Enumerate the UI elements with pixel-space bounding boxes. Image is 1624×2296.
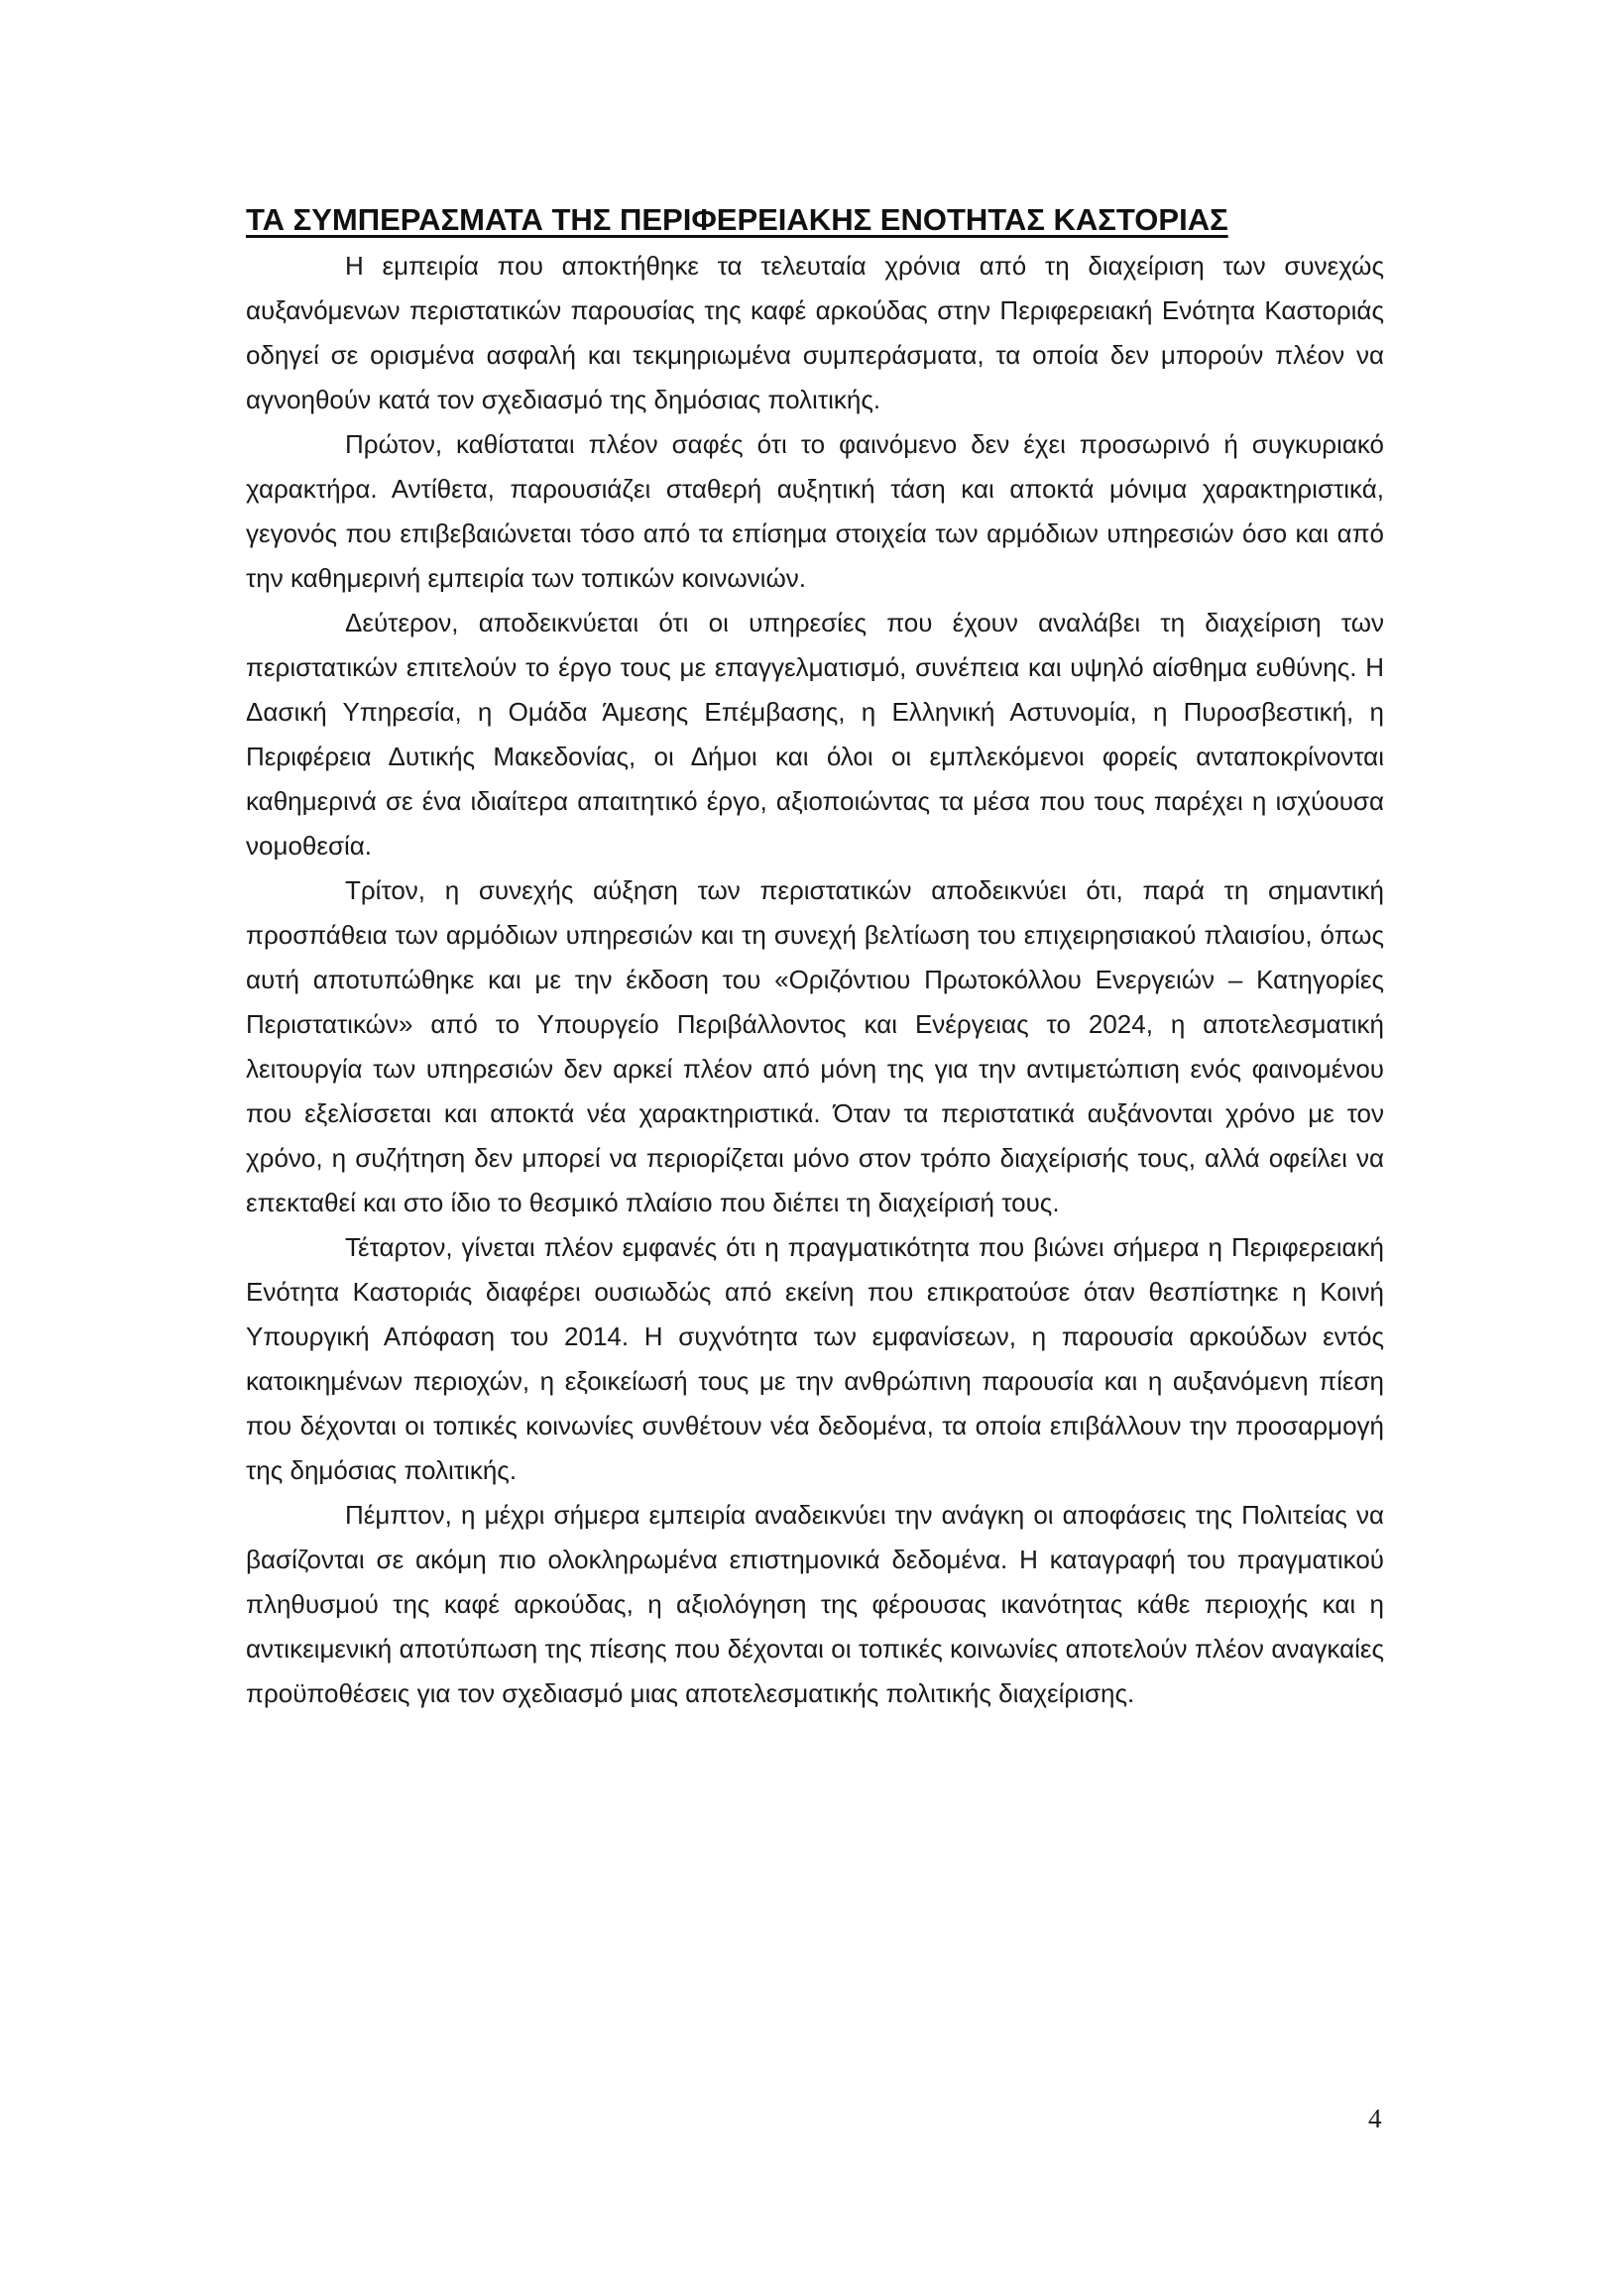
paragraph-first-conclusion: Πρώτον, καθίσταται πλέον σαφές ότι το φαινόμενο δεν έχει προσωρινό ή συγκυριακό χαρακτήρα. Αντίθετα, παρουσιάζει σταθερή αυξητική τάση και αποκτά μόνιμα χαρακτηριστικά, γεγονός που επιβεβαιώνεται τόσο από τα επίσημα στοιχεία των αρμόδιων υπηρεσιών όσο και από την καθημερινή εμπειρία των τοπικών κοινωνιών. xyxy=(246,429,1384,593)
section-heading: ΤΑ ΣΥΜΠΕΡΑΣΜΑΤΑ ΤΗΣ ΠΕΡΙΦΕΡΕΙΑΚΗΣ ΕΝΟΤΗΤΑΣ ΚΑΣΤΟΡΙΑΣ xyxy=(246,202,1228,237)
page-number: 4 xyxy=(1368,2104,1382,2133)
paragraph-second-conclusion: Δεύτερον, αποδεικνύεται ότι οι υπηρεσίες που έχουν αναλάβει τη διαχείριση των περιστατικών επιτελούν το έργο τους με επαγγελματισμό, συνέπεια και υψηλό αίσθημα ευθύνης. Η Δασική Υπηρεσία, η Ομάδα Άμεσης Επέμβασης, η Ελληνική Αστυνομία, η Πυροσβεστική, η Περιφέρεια Δυτικής Μακεδονίας, οι Δήμοι και όλοι οι εμπλεκόμενοι φορείς ανταποκρίνονται καθημερινά σε ένα ιδιαίτερα απαιτητικό έργο, αξιοποιώντας τα μέσα που τους παρέχει η ισχύουσα νομοθεσία. xyxy=(246,608,1384,861)
paragraph-fifth-conclusion: Πέμπτον, η μέχρι σήμερα εμπειρία αναδεικνύει την ανάγκη οι αποφάσεις της Πολιτείας να βασίζονται σε ακόμη πιο ολοκληρωμένα επιστημονικά δεδομένα. Η καταγραφή του πραγματικού πληθυσμού της καφέ αρκούδας, η αξιολόγηση της φέρουσας ικανότητας κάθε περιοχής και η αντικειμενική αποτύπωση της πίεσης που δέχονται οι τοπικές κοινωνίες αποτελούν πλέον αναγκαίες προϋποθέσεις για τον σχεδιασμό μιας αποτελεσματικής πολιτικής διαχείρισης. xyxy=(246,1500,1384,1708)
page-content xyxy=(246,196,1384,1716)
paragraph-third-conclusion: Τρίτον, η συνεχής αύξηση των περιστατικών αποδεικνύει ότι, παρά τη σημαντική προσπάθεια των αρμόδιων υπηρεσιών και τη συνεχή βελτίωση του επιχειρησιακού πλαισίου, όπως αυτή αποτυπώθηκε και με την έκδοση του «Οριζόντιου Πρωτοκόλλου Ενεργειών – Κατηγορίες Περιστατικών» από το Υπουργείο Περιβάλλοντος και Ενέργειας το 2024, η αποτελεσματική λειτουργία των υπηρεσιών δεν αρκεί πλέον από μόνη της για την αντιμετώπιση ενός φαινομένου που εξελίσσεται και αποκτά νέα χαρακτηριστικά. Όταν τα περιστατικά αυξάνονται χρόνο με τον χρόνο, η συζήτηση δεν μπορεί να περιορίζεται μόνο στον τρόπο διαχείρισής τους, αλλά οφείλει να επεκταθεί και στο ίδιο το θεσμικό πλαίσιο που διέπει τη διαχείρισή τους. xyxy=(246,875,1384,1217)
paragraph-intro: Η εμπειρία που αποκτήθηκε τα τελευταία χρόνια από τη διαχείριση των συνεχώς αυξανόμενων περιστατικών παρουσίας της καφέ αρκούδας στην Περιφερειακή Ενότητα Καστοριάς οδηγεί σε ορισμένα ασφαλή και τεκμηριωμένα συμπεράσματα, τα οποία δεν μπορούν πλέον να αγνοηθούν κατά τον σχεδιασμό της δημόσιας πολιτικής. xyxy=(246,251,1384,414)
paragraph-fourth-conclusion: Τέταρτον, γίνεται πλέον εμφανές ότι η πραγματικότητα που βιώνει σήμερα η Περιφερειακή Ενότητα Καστοριάς διαφέρει ουσιωδώς από εκείνη που επικρατούσε όταν θεσπίστηκε η Κοινή Υπουργική Απόφαση του 2014. Η συχνότητα των εμφανίσεων, η παρουσία αρκούδων εντός κατοικημένων περιοχών, η εξοικείωσή τους με την ανθρώπινη παρουσία και η αυξανόμενη πίεση που δέχονται οι τοπικές κοινωνίες συνθέτουν νέα δεδομένα, τα οποία επιβάλλουν την προσαρμογή της δημόσιας πολιτικής. xyxy=(246,1232,1384,1485)
